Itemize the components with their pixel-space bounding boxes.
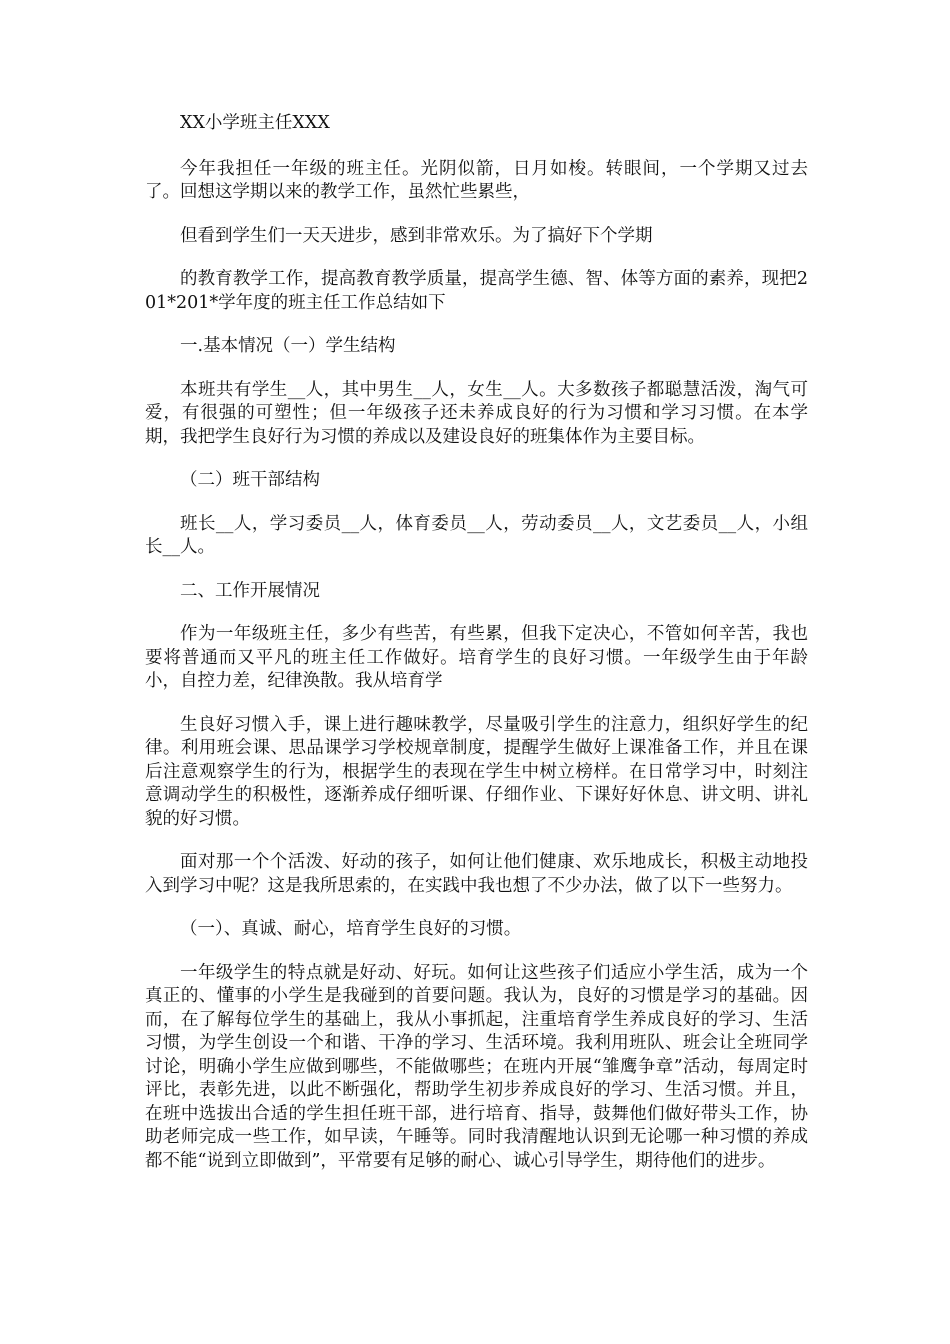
- paragraph-work-intro: 作为一年级班主任，多少有些苦，有些累，但我下定决心，不管如何辛苦，我也要将普通而又平凡的班主任工作做好。培育学生的良好习惯。一年级学生由于年龄小，自控力差，纪律涣散。我从培育学: [145, 624, 808, 691]
- section-heading-class-cadres: （二）班干部结构: [180, 470, 320, 490]
- paragraph-student-structure: 本班共有学生__人，其中男生__人，女生__人。大多数孩子都聪慧活泼，淘气可爱，有很强的可塑性；但一年级孩子还未养成良好的行为习惯和学习习惯。在本学期，我把学生良好行为习惯的养成以及建设良好的班集体作为主要目标。: [145, 379, 808, 447]
- paragraph-progress: 但看到学生们一天天进步，感到非常欢乐。为了搞好下个学期: [180, 225, 653, 246]
- paragraph-intro: 今年我担任一年级的班主任。光阴似箭，日月如梭。转眼间，一个学期又过去了。回想这学期以来的教学工作，虽然忙些累些，: [145, 158, 808, 202]
- section-heading-work-progress: 二、工作开展情况: [180, 580, 320, 601]
- paragraph-first-grade-traits: 一年级学生的特点就是好动、好玩。如何让这些孩子们适应小学生活，成为一个真正的、懂事的小学生是我碰到的首要问题。我认为，良好的习惯是学习的基础。因而，在了解每位学生的基础上，我从小事抓起，注重培育学生养成良好的学习、生活习惯，为学生创设一个和谐、干净的学习、生活环境。我利用班队、班会让全班同学讨论，明确小学生应做到哪些，不能做哪些；在班内开展“雏鹰争章”活动，每周定时评比，表彰先进，以此不断强化，帮助学生初步养成良好的学习、生活习惯。并且，在班中选拔出合适的学生担任班干部，进行培育、指导，鼓舞他们做好带头工作，协助老师完成一些工作，如早读，午睡等。同时我清醒地认识到无论哪一种习惯的养成都不能“说到立即做到”，平常要有足够的耐心、诚心引导学生，期待他们的进步。: [145, 962, 808, 1171]
- paragraph-summary-intro: 的教育教学工作，提高教育教学质量，提高学生德、智、体等方面的素养，现把201*201*学年度的班主任工作总结如下: [145, 269, 808, 313]
- paragraph-habits: 生良好习惯入手，课上进行趣味教学，尽量吸引学生的注意力，组织好学生的纪律。利用班会课、思品课学习学校规章制度，提醒学生做好上课准备工作，并且在课后注意观察学生的行为，根据学生的表现在学生中树立榜样。在日常学习中，时刻注意调动学生的积极性，逐渐养成仔细听课、仔细作业、下课好好休息、讲文明、讲礼貌的好习惯。: [145, 714, 808, 829]
- section-heading-sincerity-patience: （一）、真诚、耐心，培育学生良好的习惯。: [180, 919, 522, 939]
- section-heading-basic-situation: 一.基本情况（一）学生结构: [180, 336, 396, 356]
- paragraph-efforts: 面对那一个个活泼、好动的孩子，如何让他们健康、欢乐地成长，积极主动地投入到学习中呢？这是我所思索的，在实践中我也想了不少办法，做了以下一些努力。: [145, 852, 808, 896]
- paragraph-class-cadres: 班长__人，学习委员__人，体育委员__人，劳动委员__人，文艺委员__人，小组长__人。: [145, 513, 808, 557]
- document-body: [145, 112, 808, 1193]
- document-title: XX小学班主任XXX: [180, 113, 330, 133]
